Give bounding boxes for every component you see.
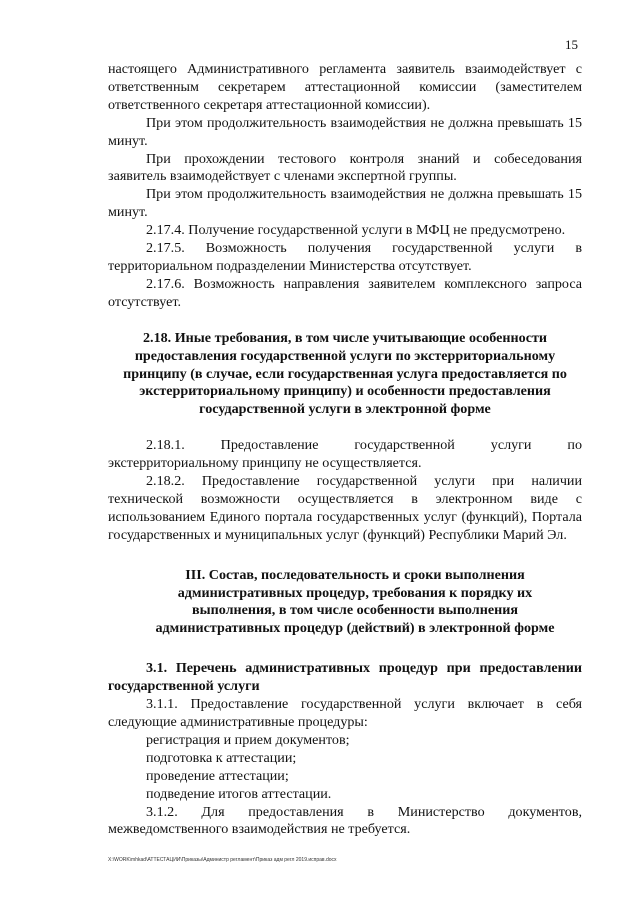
list-item: подготовка к аттестации;: [146, 749, 297, 766]
spacer: [108, 638, 582, 660]
footer-file-path: X:\WORK\mhkad\АТТЕСТАЦИИ\Приказы\Администр регламент\Приказ адм регл 2019.исправ.docx: [108, 857, 337, 863]
paragraph-3-1-2: 3.1.2. Для предоставления в Министерство документов, межведомственного взаимодействия не требуется.: [108, 803, 582, 838]
spacer: [108, 545, 582, 567]
list-item: подведение итогов аттестации.: [146, 785, 332, 802]
paragraph-2-18-1: 2.18.1. Предоставление государственной услуги по экстерриториальному принципу не осуществляется.: [108, 437, 582, 472]
spacer: [108, 312, 582, 330]
paragraph: При этом продолжительность взаимодействия не должна превышать 15 минут.: [108, 114, 582, 149]
list-item: регистрация и прием документов;: [146, 731, 350, 748]
heading-3-1: 3.1. Перечень административных процедур при предоставлении государственной услуги: [108, 660, 582, 695]
list-item: проведение аттестации;: [146, 767, 289, 784]
paragraph: настоящего Административного регламента заявитель взаимодействует с ответственным секретарем аттестационной комиссии (заместителем ответственного секретаря аттестационной комиссии).: [108, 61, 582, 113]
paragraph-2-18-2: 2.18.2. Предоставление государственной услуги при наличии технической возможности осуществляется в электронном виде с использованием Единого портала государственных услуг (функций), Портала государственных и муниципальных услуг (функций) Республики Марий Эл.: [108, 473, 582, 543]
paragraph-2-17-4: 2.17.4. Получение государственной услуги в МФЦ не предусмотрено.: [146, 222, 566, 239]
spacer: [108, 419, 582, 437]
document-body: [108, 61, 582, 839]
heading-2-18: 2.18. Иные требования, в том числе учитывающие особенности предоставления государственной услуги по экстерриториальному принципу (в случае, если государственная услуга предоставляется по экстерриториальному принципу) и особенности предоставления государственной услуги в электронной форме: [123, 329, 567, 418]
paragraph-3-1-1: 3.1.1. Предоставление государственной услуги включает в себя следующие административные процедуры:: [108, 696, 582, 730]
page-number: 15: [565, 37, 578, 52]
paragraph: При этом продолжительность взаимодействия не должна превышать 15 минут.: [108, 186, 582, 221]
section-3-heading: III. Состав, последовательность и сроки выполнения административных процедур, требования к порядку их выполнения, в том числе особенности выполнения административных процедур (действий) в электронной форме: [155, 566, 555, 637]
paragraph-2-17-5: 2.17.5. Возможность получения государственной услуги в территориальном подразделении Министерства отсутствует.: [108, 240, 582, 274]
paragraph: При прохождении тестового контроля знаний и собеседования заявитель взаимодействует с членами экспертной группы.: [108, 150, 582, 185]
paragraph-2-17-6: 2.17.6. Возможность направления заявителем комплексного запроса отсутствует.: [108, 275, 582, 310]
